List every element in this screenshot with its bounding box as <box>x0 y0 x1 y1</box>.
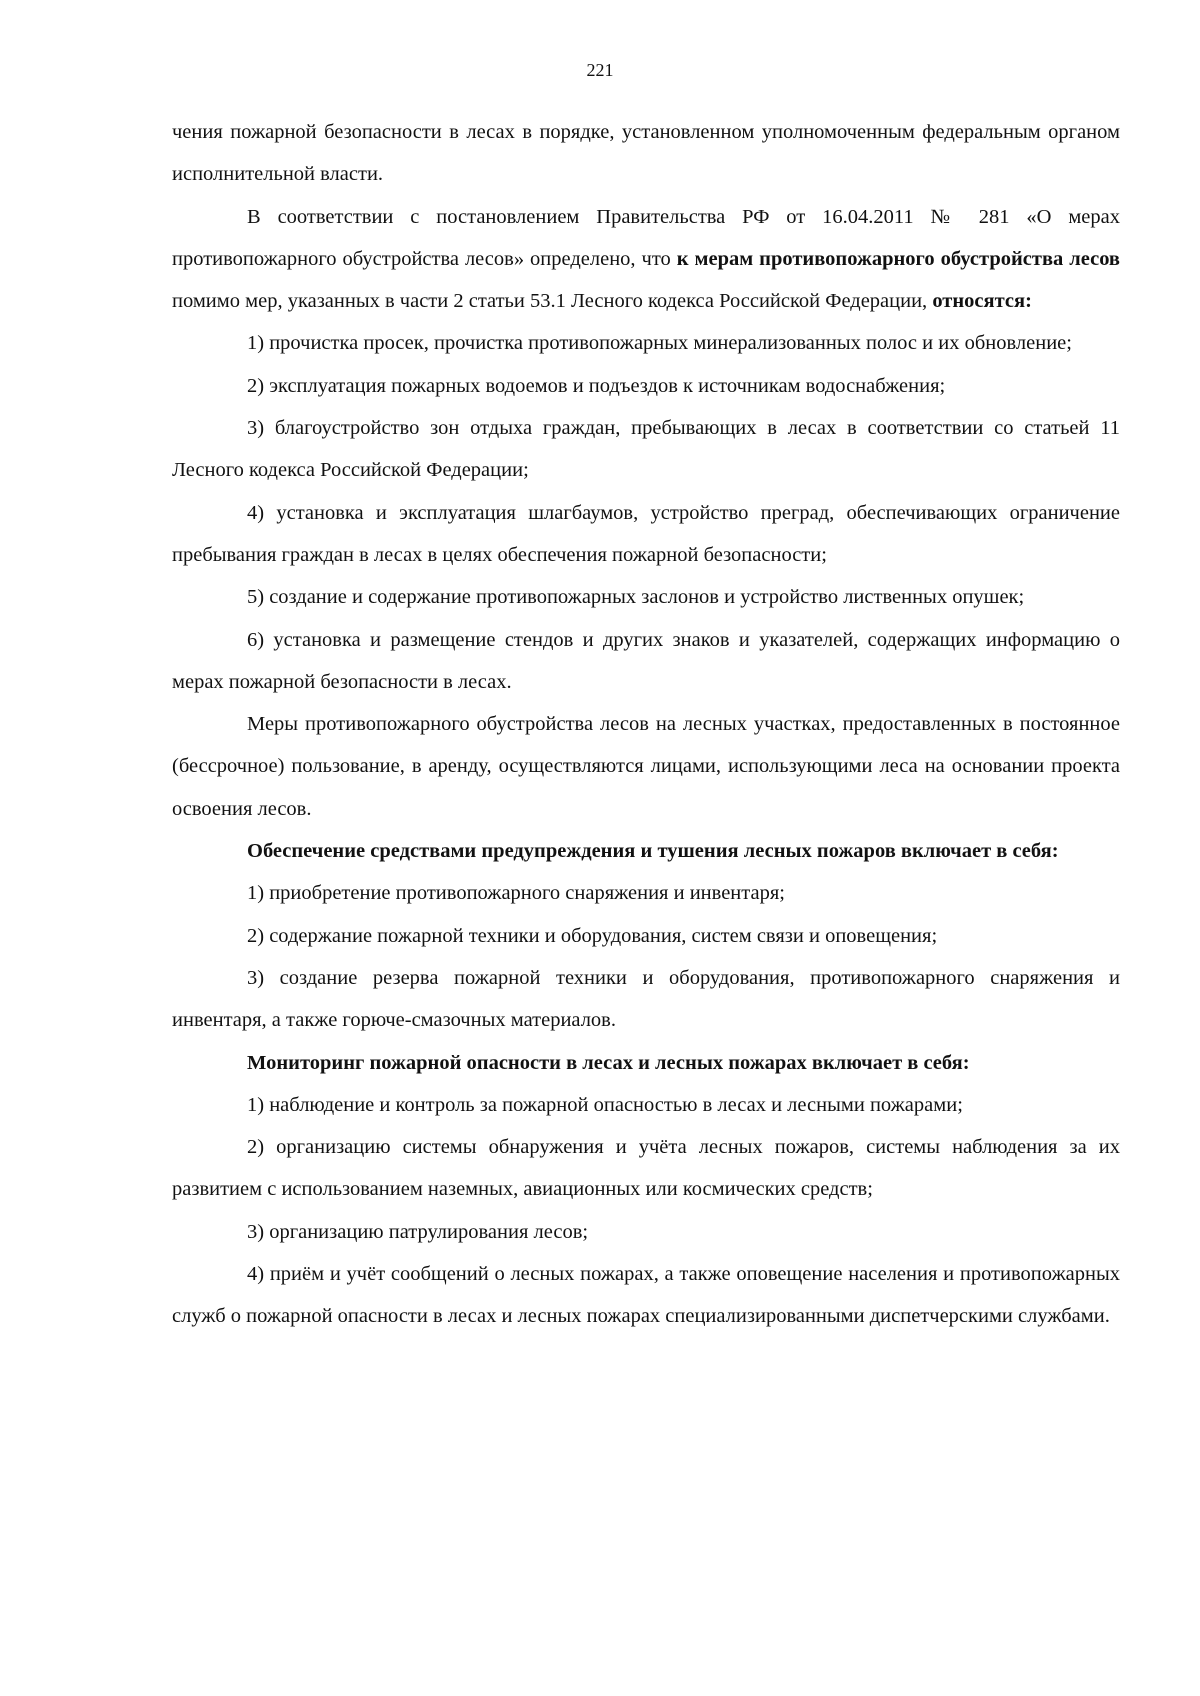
bold-text-run: к мерам противопожарного обустройства лесов <box>676 247 1121 270</box>
paragraph <box>172 915 1120 957</box>
paragraph <box>172 365 1120 407</box>
paragraph <box>172 619 1120 704</box>
text-run: помимо мер, указанных в части 2 статьи 53.1 Лесного кодекса Российской Федерации, <box>172 290 933 313</box>
text-run: 4) приём и учёт сообщений о лесных пожарах, а также оповещение населения и противопожарных служб о пожарной опасности в лесах и лесных пожарах специализированными диспетчерскими службами. <box>172 1263 1120 1328</box>
page-number: 221 <box>586 60 614 80</box>
bold-text-run: Обеспечение средствами предупреждения и тушения лесных пожаров включает в себя: <box>247 840 1059 863</box>
text-run: 3) благоустройство зон отдыха граждан, пребывающих в лесах в соответствии со статьей 11 Лесного кодекса Российской Федерации; <box>172 417 1120 482</box>
paragraph <box>172 492 1120 577</box>
paragraph <box>172 1211 1120 1253</box>
paragraph <box>172 322 1120 364</box>
text-run: 3) организацию патрулирования лесов; <box>247 1220 589 1243</box>
paragraph <box>172 407 1120 492</box>
paragraph <box>172 576 1120 618</box>
text-run: 4) установка и эксплуатация шлагбаумов, устройство преград, обеспечивающих ограничение пребывания граждан в лесах в целях обеспечения пожарной безопасности; <box>172 501 1120 566</box>
text-run: 2) эксплуатация пожарных водоемов и подъездов к источникам водоснабжения; <box>247 374 946 397</box>
text-run: 2) содержание пожарной техники и оборудования, систем связи и оповещения; <box>247 924 938 947</box>
paragraph <box>172 872 1120 914</box>
paragraph <box>172 111 1120 196</box>
paragraph <box>172 1126 1120 1211</box>
paragraph <box>172 703 1120 830</box>
bold-text-run: Мониторинг пожарной опасности в лесах и лесных пожарах включает в себя: <box>247 1051 970 1074</box>
paragraph <box>172 196 1120 323</box>
text-run: 1) приобретение противопожарного снаряжения и инвентаря; <box>247 882 785 905</box>
text-run: Меры противопожарного обустройства лесов на лесных участках, предоставленных в постоянное (бессрочное) пользование, в аренду, осуществляются лицами, использующими леса на основании проекта освоения лесов. <box>172 713 1120 820</box>
paragraph <box>172 957 1120 1042</box>
text-run: 6) установка и размещение стендов и других знаков и указателей, содержащих информацию о мерах пожарной безопасности в лесах. <box>172 628 1120 693</box>
paragraph <box>172 1253 1120 1338</box>
text-run: 2) организацию системы обнаружения и учёта лесных пожаров, системы наблюдения за их развитием с использованием наземных, авиационных или космических средств; <box>172 1136 1120 1201</box>
text-run: 5) создание и содержание противопожарных заслонов и устройство лиственных опушек; <box>247 586 1025 609</box>
text-run: 1) прочистка просек, прочистка противопожарных минерализованных полос и их обновление; <box>247 332 1072 355</box>
document-body <box>172 111 1120 1338</box>
bold-text-run: относятся: <box>932 290 1032 313</box>
paragraph <box>172 1042 1120 1084</box>
paragraph <box>172 830 1120 872</box>
paragraph <box>172 1084 1120 1126</box>
text-run: В соответствии с постановлением Правительства РФ от 16.04.2011 № 281 «О мерах противопожарного обустройства лесов» определено, что <box>172 205 1120 270</box>
text-run: 1) наблюдение и контроль за пожарной опасностью в лесах и лесными пожарами; <box>247 1093 963 1116</box>
text-run: чения пожарной безопасности в лесах в порядке, установленном уполномоченным федеральным органом исполнительной власти. <box>172 121 1120 186</box>
text-run: 3) создание резерва пожарной техники и оборудования, противопожарного снаряжения и инвентаря, а также горюче-смазочных материалов. <box>172 966 1120 1032</box>
